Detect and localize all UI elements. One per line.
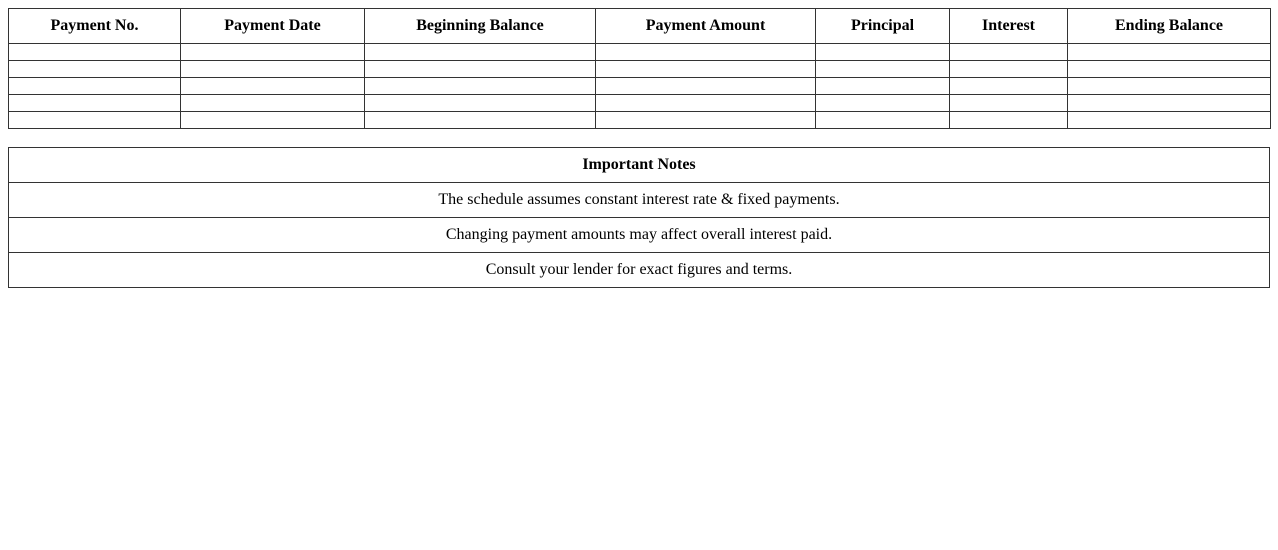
cell-principal — [816, 112, 950, 129]
cell-interest — [950, 61, 1068, 78]
cell-interest — [950, 112, 1068, 129]
cell-beginning-balance — [365, 44, 596, 61]
cell-ending-balance — [1068, 95, 1271, 112]
cell-payment-amount — [596, 112, 816, 129]
cell-payment-no — [9, 112, 181, 129]
header-interest: Interest — [950, 9, 1068, 44]
cell-principal — [816, 44, 950, 61]
note-changing-payments: Changing payment amounts may affect overall interest paid. — [9, 218, 1270, 253]
cell-principal — [816, 61, 950, 78]
amortization-schedule-table — [8, 8, 1271, 129]
important-notes-table — [8, 147, 1270, 288]
cell-payment-no — [9, 95, 181, 112]
header-payment-date: Payment Date — [181, 9, 365, 44]
cell-payment-amount — [596, 78, 816, 95]
notes-header-row — [9, 148, 1270, 183]
schedule-body — [9, 44, 1271, 129]
cell-beginning-balance — [365, 61, 596, 78]
cell-payment-date — [181, 61, 365, 78]
cell-payment-date — [181, 95, 365, 112]
note-row — [9, 218, 1270, 253]
cell-payment-no — [9, 78, 181, 95]
note-constant-rate: The schedule assumes constant interest rate & fixed payments. — [9, 183, 1270, 218]
header-ending-balance: Ending Balance — [1068, 9, 1271, 44]
cell-principal — [816, 95, 950, 112]
cell-ending-balance — [1068, 112, 1271, 129]
cell-principal — [816, 78, 950, 95]
note-row — [9, 183, 1270, 218]
table-row — [9, 44, 1271, 61]
header-beginning-balance: Beginning Balance — [365, 9, 596, 44]
table-row — [9, 112, 1271, 129]
cell-payment-amount — [596, 95, 816, 112]
table-row — [9, 95, 1271, 112]
cell-ending-balance — [1068, 44, 1271, 61]
schedule-header-row — [9, 9, 1271, 44]
cell-payment-date — [181, 78, 365, 95]
cell-payment-amount — [596, 44, 816, 61]
header-payment-amount: Payment Amount — [596, 9, 816, 44]
cell-payment-date — [181, 44, 365, 61]
table-row — [9, 78, 1271, 95]
cell-payment-no — [9, 61, 181, 78]
cell-payment-amount — [596, 61, 816, 78]
cell-beginning-balance — [365, 112, 596, 129]
cell-ending-balance — [1068, 61, 1271, 78]
header-payment-no: Payment No. — [9, 9, 181, 44]
cell-interest — [950, 44, 1068, 61]
header-principal: Principal — [816, 9, 950, 44]
cell-payment-date — [181, 112, 365, 129]
note-row — [9, 253, 1270, 288]
note-consult-lender: Consult your lender for exact figures and terms. — [9, 253, 1270, 288]
cell-ending-balance — [1068, 78, 1271, 95]
notes-title: Important Notes — [9, 148, 1270, 183]
table-row — [9, 61, 1271, 78]
cell-interest — [950, 95, 1068, 112]
cell-interest — [950, 78, 1068, 95]
cell-beginning-balance — [365, 78, 596, 95]
cell-beginning-balance — [365, 95, 596, 112]
cell-payment-no — [9, 44, 181, 61]
